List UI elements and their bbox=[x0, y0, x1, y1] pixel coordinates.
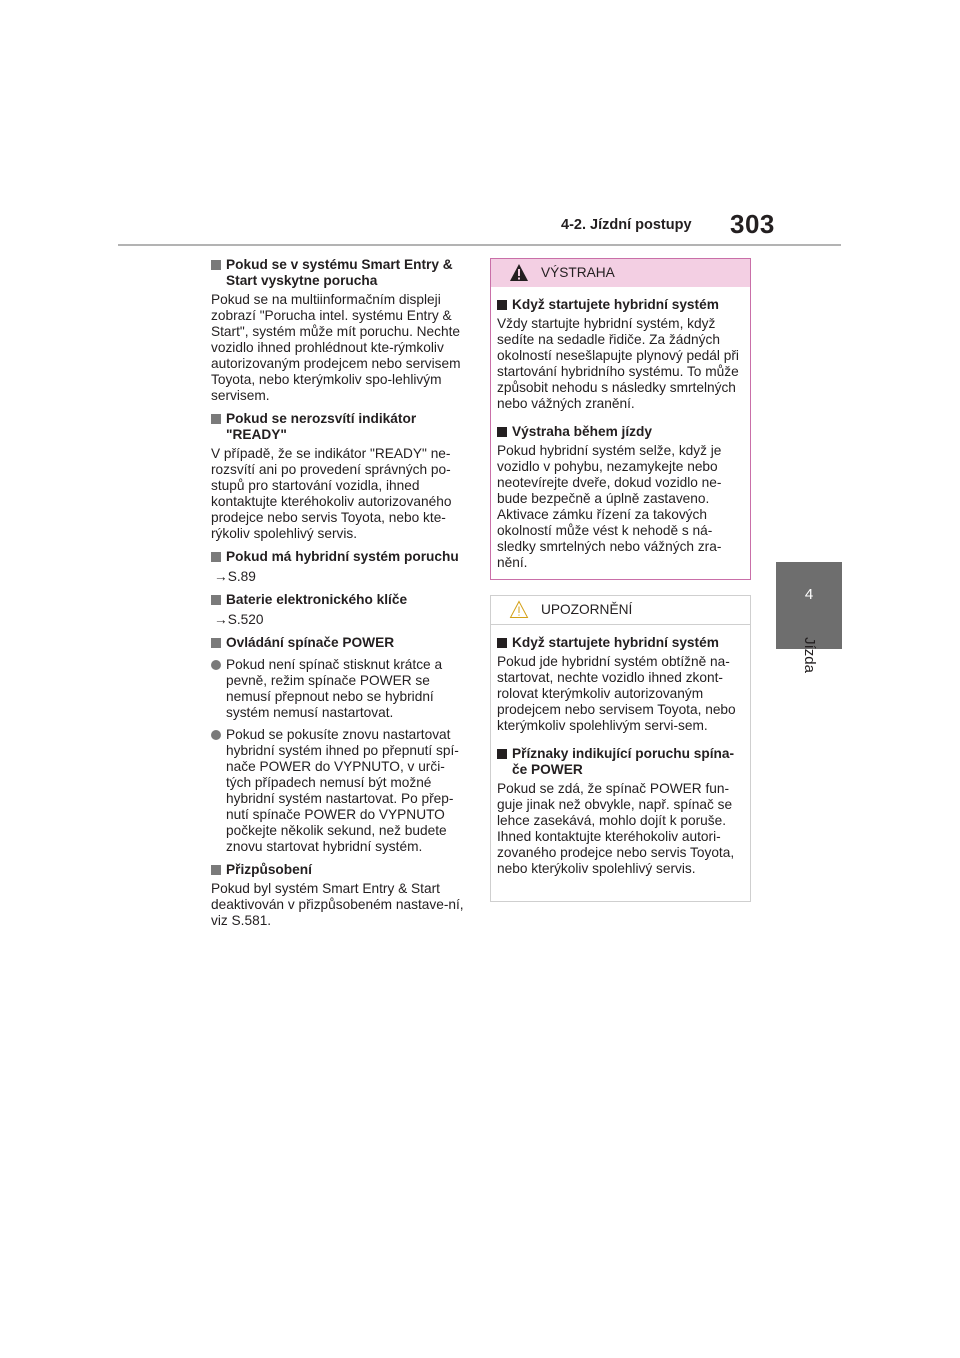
section-title: 4-2. Jízdní postupy bbox=[561, 217, 692, 233]
warning-box bbox=[490, 258, 751, 580]
square-bullet-icon bbox=[211, 552, 221, 562]
round-bullet-icon bbox=[211, 660, 221, 670]
page-reference-link[interactable]: →S.520 bbox=[214, 612, 264, 627]
section-text: Pokud byl systém Smart Entry & Start deaktivován v přizpůsobeném nastave-ní, viz S.581. bbox=[211, 881, 464, 928]
section-text: Pokud se zdá, že spínač POWER fun-guje jinak než obvykle, např. spínač se lehce zasekává, mohlo dojít k poruše. Ihned kontaktujte kteréhokoliv autori-zovaného prodejce nebo servis Toyota, nebo kterýkoliv spolehlivý servis. bbox=[497, 781, 735, 876]
section-text: Vždy startujte hybridní systém, když sedíte na sedadle řidiče. Za žádných okolností nesešlapujte plynový pedál při startování hybridního systému. To může způsobit nehodu s následky smrtelných nebo vážných zranění. bbox=[497, 316, 739, 411]
warning-header bbox=[491, 259, 750, 287]
square-bullet-icon bbox=[211, 260, 221, 270]
warning-triangle-icon bbox=[509, 263, 529, 282]
caution-box bbox=[490, 595, 751, 902]
chapter-number: 4 bbox=[804, 586, 814, 603]
section-heading: Když startujete hybridní systém bbox=[512, 297, 719, 312]
section-heading: Pokud se nerozsvítí indikátor "READY" bbox=[226, 411, 417, 442]
square-bullet-icon bbox=[497, 300, 507, 310]
warning-section-start bbox=[497, 297, 744, 412]
caution-header bbox=[491, 596, 750, 625]
square-bullet-icon bbox=[497, 749, 507, 759]
section-heading: Když startujete hybridní systém bbox=[512, 635, 719, 650]
section-text: Pokud hybridní systém selže, když je vozidlo v pohybu, nezamykejte nebo neotevírejte dveře, dokud vozidlo ne-bude bezpečně a úplně zastaveno. Aktivace zámku řízení za takových okolností může vést k nehodě s ná-sledky smrtelných nebo vážných zra-nění. bbox=[497, 443, 722, 570]
page-reference-link[interactable]: →S.89 bbox=[214, 569, 256, 584]
warning-title: VÝSTRAHA bbox=[541, 265, 615, 280]
list-item: Pokud není spínač stisknut krátce a pevně, režim spínače POWER se nemusí přepnout nebo se hybridní systém nemusí nastartovat. bbox=[211, 657, 468, 721]
section-heading: Příznaky indikující poruchu spína-če POWER bbox=[512, 746, 735, 777]
warning-section-driving bbox=[497, 424, 744, 571]
section-text: Pokud jde hybridní systém obtížně na-startovat, nechte vozidlo ihned zkont-rolovat kterýmkoliv autorizovaným prodejcem nebo servisem Toyota, nebo kterýmkoliv spolehlivým servi-sem. bbox=[497, 654, 736, 733]
section-heading: Pokud se v systému Smart Entry & Start vyskytne porucha bbox=[226, 257, 453, 288]
section-text: V případě, že se indikátor "READY" ne-rozsvítí ani po provedení správných po-stupů pro startování vozidla, ihned kontaktujte kteréhokoliv autorizovaného prodejce nebo servis Toyota, nebo kte-rýkoliv spolehlivý servis. bbox=[211, 446, 452, 541]
caution-triangle-icon bbox=[509, 600, 529, 619]
section-hybrid-fault bbox=[211, 549, 468, 585]
header-divider bbox=[118, 244, 841, 246]
caution-section-start bbox=[497, 635, 744, 734]
section-ready-indicator bbox=[211, 411, 468, 542]
section-heading: Ovládání spínače POWER bbox=[226, 635, 395, 650]
section-heading: Pokud má hybridní systém poruchu bbox=[226, 549, 459, 564]
left-column bbox=[211, 257, 468, 936]
chapter-label: Jízda bbox=[801, 637, 818, 673]
caution-section-power-switch bbox=[497, 746, 744, 877]
section-heading: Baterie elektronického klíče bbox=[226, 592, 408, 607]
section-heading: Výstraha během jízdy bbox=[512, 424, 652, 439]
section-smart-entry-fault bbox=[211, 257, 468, 404]
section-text: Pokud se na multiinformačním displeji zobrazí "Porucha intel. systému Entry & Start", systém může mít poruchu. Nechte vozidlo ihned prohlédnout kte-rýmkoliv autorizovaným prodejcem nebo servisem Toyota, nebo kterýmkoliv spo-lehlivým servisem. bbox=[211, 292, 461, 403]
square-bullet-icon bbox=[211, 595, 221, 605]
section-customization bbox=[211, 862, 468, 929]
caution-title: UPOZORNĚNÍ bbox=[541, 602, 633, 617]
square-bullet-icon bbox=[497, 427, 507, 437]
section-power-switch bbox=[211, 635, 468, 855]
list-item: Pokud se pokusíte znovu nastartovat hybridní systém ihned po přepnutí spí-nače POWER do VYPNUTO, v urči-tých případech nemusí být možné hybridní systém nastartovat. Po přep-nutí spínače POWER do VYPNUTO počkejte několik sekund, než budete znovu startovat hybridní systém. bbox=[211, 727, 468, 855]
square-bullet-icon bbox=[211, 414, 221, 424]
section-heading: Přizpůsobení bbox=[226, 862, 312, 877]
square-bullet-icon bbox=[211, 865, 221, 875]
square-bullet-icon bbox=[211, 638, 221, 648]
round-bullet-icon bbox=[211, 730, 221, 740]
square-bullet-icon bbox=[497, 638, 507, 648]
page-number: 303 bbox=[730, 209, 775, 239]
section-key-battery bbox=[211, 592, 468, 628]
